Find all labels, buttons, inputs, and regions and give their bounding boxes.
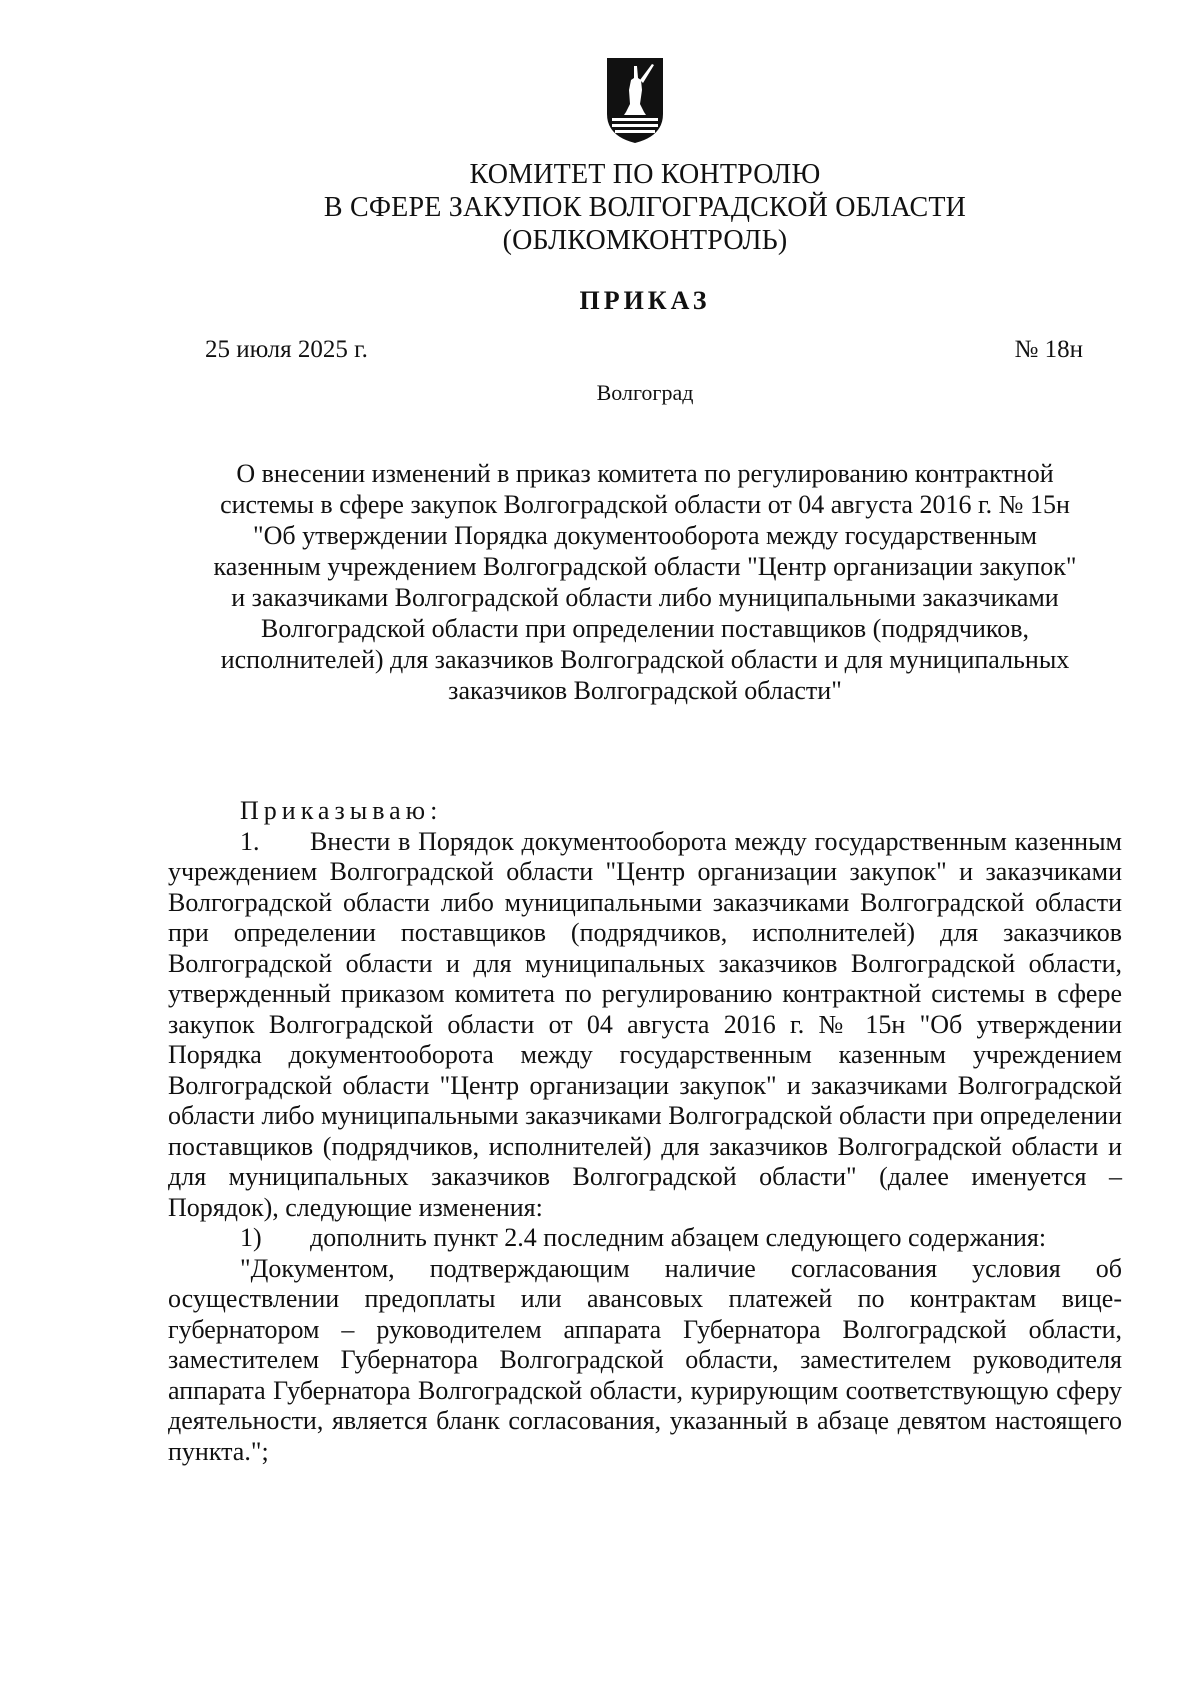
- subject-line: "Об утверждении Порядка документооборота между государственным: [252, 521, 1038, 550]
- document-type: ПРИКАЗ: [579, 286, 711, 315]
- volgograd-coat-of-arms-icon: [604, 56, 666, 144]
- subitem-1-number: 1): [240, 1223, 262, 1252]
- document-subject: [160, 458, 1130, 706]
- subject-line: О внесении изменений в приказ комитета по регулированию контрактной: [236, 459, 1054, 488]
- orders-word: Приказываю:: [240, 796, 443, 825]
- subitem-1-text: дополнить пункт 2.4 последним абзацем следующего содержания:: [310, 1223, 1047, 1252]
- org-line: В СФЕРЕ ЗАКУПОК ВОЛГОГРАДСКОЙ ОБЛАСТИ: [323, 192, 967, 223]
- document-city: Волгоград: [596, 380, 694, 405]
- document-date: 25 июля 2025 г.: [205, 336, 368, 363]
- org-line: КОМИТЕТ ПО КОНТРОЛЮ: [469, 159, 821, 190]
- item-1-paragraph: [168, 827, 1122, 1224]
- document-body: [168, 796, 1122, 1467]
- item-1-text: Внести в Порядок документооборота между государственным казенным учреждением Волгоградской области "Центр организации закупок" и заказчиками Волгоградской области либо муниципальными заказчиками Волгоградской области при определении поставщиков (подрядчиков, исполнителей) для заказчиков Волгоградской области и для муниципальных заказчиков Волгоградской области, утвержденный приказом комитета по регулированию контрактной системы в сфере закупок Волгоградской области от 04 августа 2016 г. № 15н "Об утверждении Порядка документооборота между государственным казенным учреждением Волгоградской области "Центр организации закупок" и заказчиками Волгоградской области либо муниципальными заказчиками Волгоградской области при определении поставщиков (подрядчиков, исполнителей) для заказчиков Волгоградской области и для муниципальных заказчиков Волгоградской области" (далее именуется – Порядок), следующие изменения:: [168, 826, 1122, 1222]
- item-1-number: 1.: [240, 826, 260, 856]
- subject-line: и заказчиками Волгоградской области либо муниципальными заказчиками: [231, 583, 1059, 612]
- subject-line: системы в сфере закупок Волгоградской области от 04 августа 2016 г. № 15н: [220, 490, 1070, 519]
- quoted-text: "Документом, подтверждающим наличие согласования условия об осуществлении предоплаты или авансовых платежей по контрактам вице-губернатором – руководителем аппарата Губернатора Волгоградской области, заместителем Губернатора Волгоградской области, заместителем руководителя аппарата Губернатора Волгоградской области, курирующим соответствующую сферу деятельности, является бланк согласования, указанный в абзаце девятом настоящего пункта.";: [168, 1253, 1122, 1466]
- organization-title: [250, 158, 1040, 257]
- subject-line: исполнителей) для заказчиков Волгоградской области и для муниципальных: [220, 645, 1070, 674]
- subject-line: казенным учреждением Волгоградской области "Центр организации закупок": [213, 552, 1077, 581]
- quoted-paragraph: [168, 1254, 1122, 1468]
- document-number: № 18н: [1014, 336, 1083, 363]
- subject-line: Волгоградской области при определении поставщиков (подрядчиков,: [260, 614, 1029, 643]
- subitem-1-paragraph: [168, 1223, 1122, 1254]
- org-line: (ОБЛКОМКОНТРОЛЬ): [502, 225, 788, 256]
- subject-line: заказчиков Волгоградской области": [448, 676, 842, 705]
